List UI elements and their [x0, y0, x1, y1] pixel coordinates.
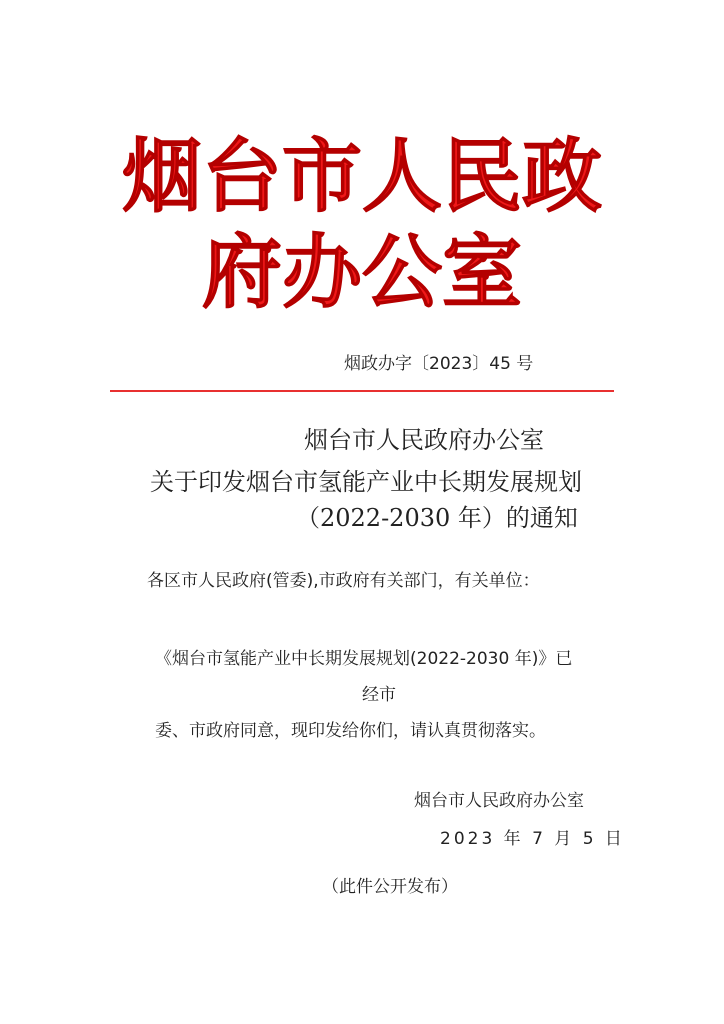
- body-paragraph-line-1: 《烟台市氢能产业中长期发展规划(2022-2030 年)》已: [155, 649, 573, 669]
- public-release-note: （此件公开发布）: [322, 877, 458, 897]
- notice-title-line-1: 烟台市人民政府办公室: [304, 426, 544, 454]
- body-paragraph-line-3: 委、市政府同意，现印发给你们，请认真贯彻落实。: [155, 721, 546, 741]
- body-paragraph-line-2: 经市: [362, 685, 396, 705]
- notice-title-line-3: （2022-2030 年）的通知: [296, 504, 578, 532]
- masthead-title-line-1: 烟台市人民政: [122, 129, 602, 223]
- notice-title-line-2: 关于印发烟台市氢能产业中长期发展规划: [150, 468, 582, 496]
- masthead-title-line-2: 府办公室: [202, 225, 522, 319]
- document-number: 烟政办字〔2023〕45 号: [344, 354, 534, 374]
- salutation: 各区市人民政府(管委),市政府有关部门，有关单位：: [147, 571, 540, 591]
- signature-date: 2023 年 7 月 5 日: [440, 829, 625, 849]
- signature-issuer: 烟台市人民政府办公室: [414, 791, 584, 811]
- red-divider-line: [110, 390, 614, 392]
